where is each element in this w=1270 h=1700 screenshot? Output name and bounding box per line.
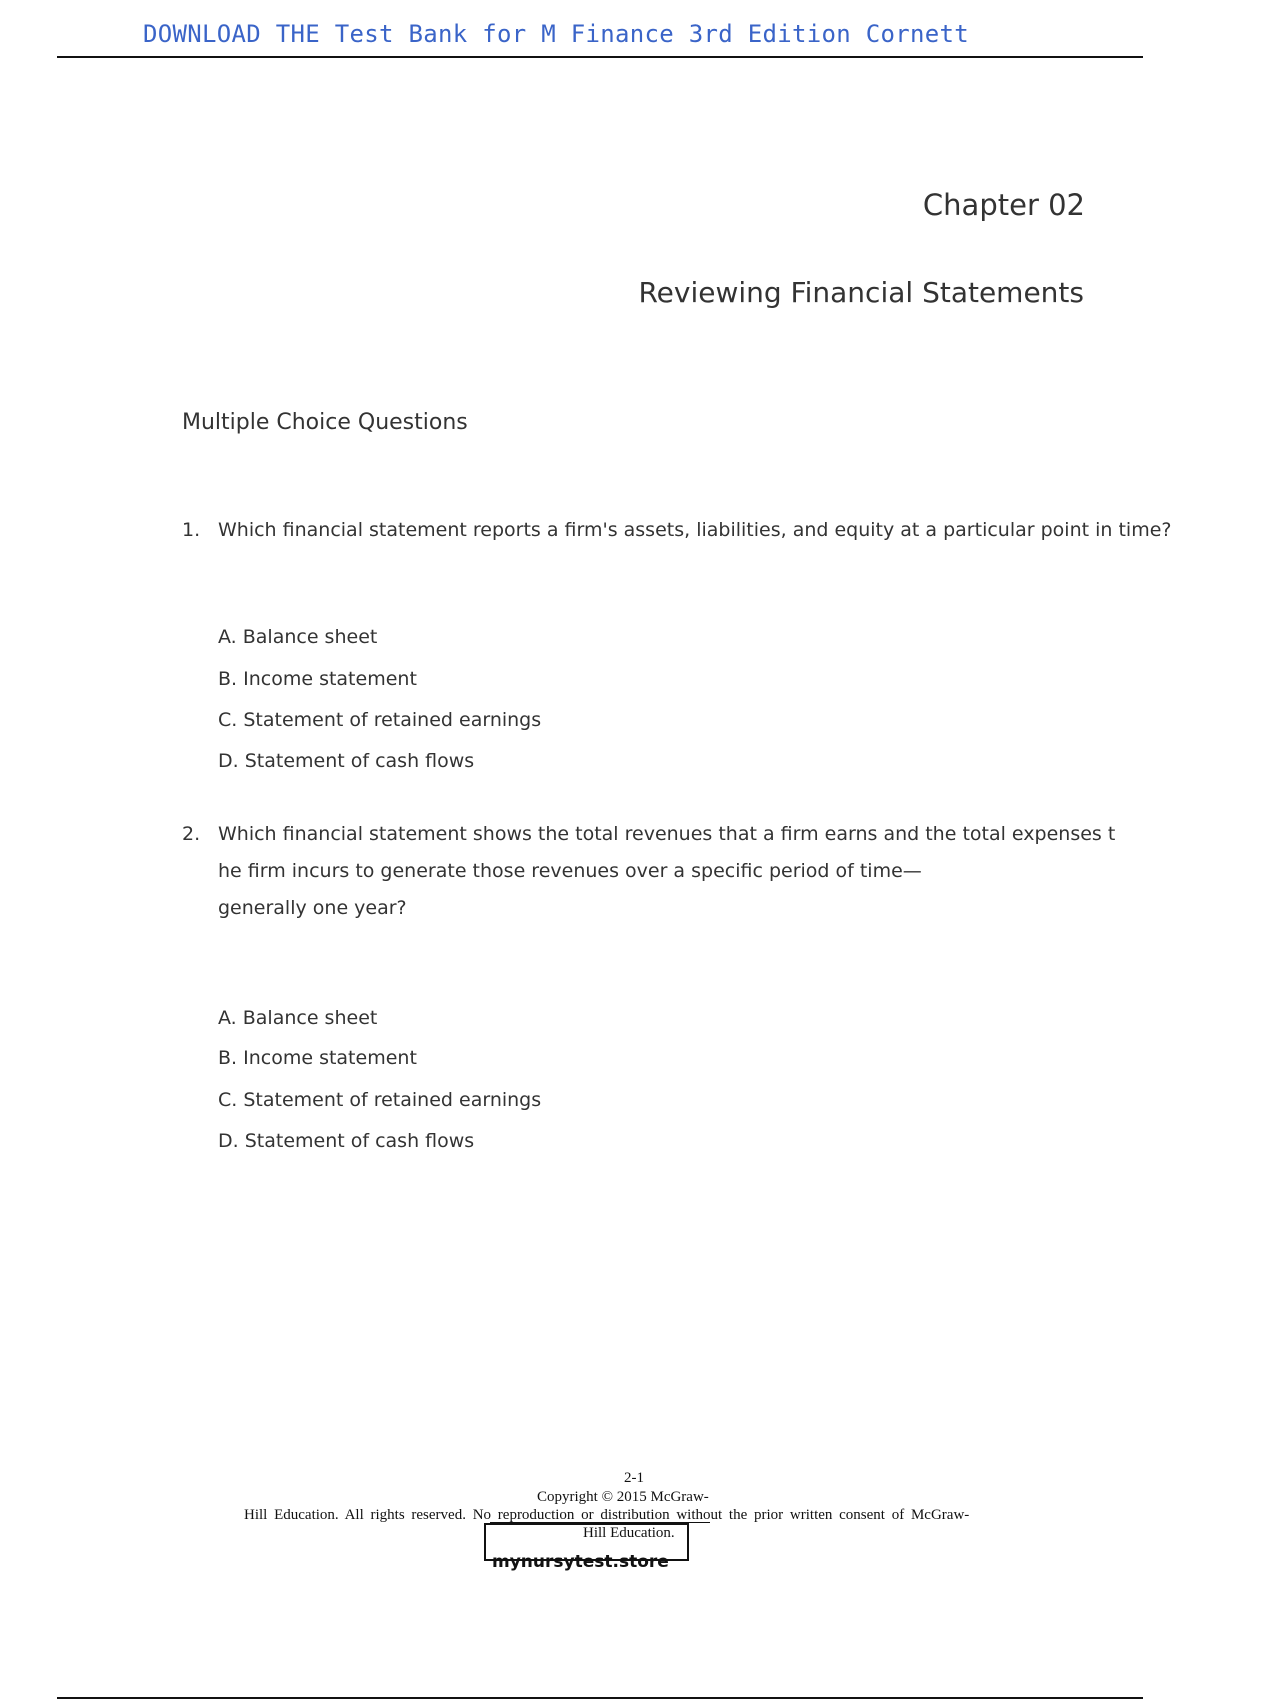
header-rule	[57, 56, 1143, 58]
copyright-line-2: Hill Education. All rights reserved. No reproduction or distribution without the prior written consent of McGraw-	[244, 1507, 970, 1523]
section-heading: Multiple Choice Questions	[182, 410, 468, 435]
question-2-option-d: D. Statement of cash flows	[218, 1130, 475, 1152]
question-text-line-3: generally one year?	[218, 897, 407, 919]
question-2	[182, 816, 1116, 927]
question-2-option-b: B. Income statement	[218, 1047, 417, 1069]
question-text: Which financial statement reports a firm's assets, liabilities, and equity at a particular point in time?	[218, 519, 1172, 541]
question-text-line-1: Which financial statement shows the total revenues that a firm earns and the total expenses t	[218, 823, 1116, 845]
question-number: 1.	[182, 519, 201, 541]
question-1-option-c: C. Statement of retained earnings	[218, 709, 542, 731]
footer-rule	[57, 1697, 1143, 1699]
copyright-line-3: Hill Education.	[583, 1525, 675, 1541]
chapter-subtitle: Reviewing Financial Statements	[638, 276, 1084, 309]
question-2-option-c: C. Statement of retained earnings	[218, 1089, 542, 1111]
question-1-option-a: A. Balance sheet	[218, 626, 378, 648]
page-number: 2-1	[624, 1470, 644, 1486]
question-1	[182, 512, 1172, 549]
chapter-title: Chapter 02	[922, 188, 1085, 222]
question-1-option-d: D. Statement of cash flows	[218, 750, 475, 772]
question-text-line-2: he firm incurs to generate those revenues over a specific period of time—	[218, 860, 922, 882]
question-2-option-a: A. Balance sheet	[218, 1007, 378, 1029]
copyright-line-1: Copyright © 2015 McGraw-	[537, 1489, 709, 1505]
question-number: 2.	[182, 823, 201, 845]
question-1-option-b: B. Income statement	[218, 668, 417, 690]
download-banner[interactable]: DOWNLOAD THE Test Bank for M Finance 3rd Edition Cornett	[143, 20, 969, 48]
watermark-stamp-text: mynursytest.store	[492, 1552, 669, 1572]
